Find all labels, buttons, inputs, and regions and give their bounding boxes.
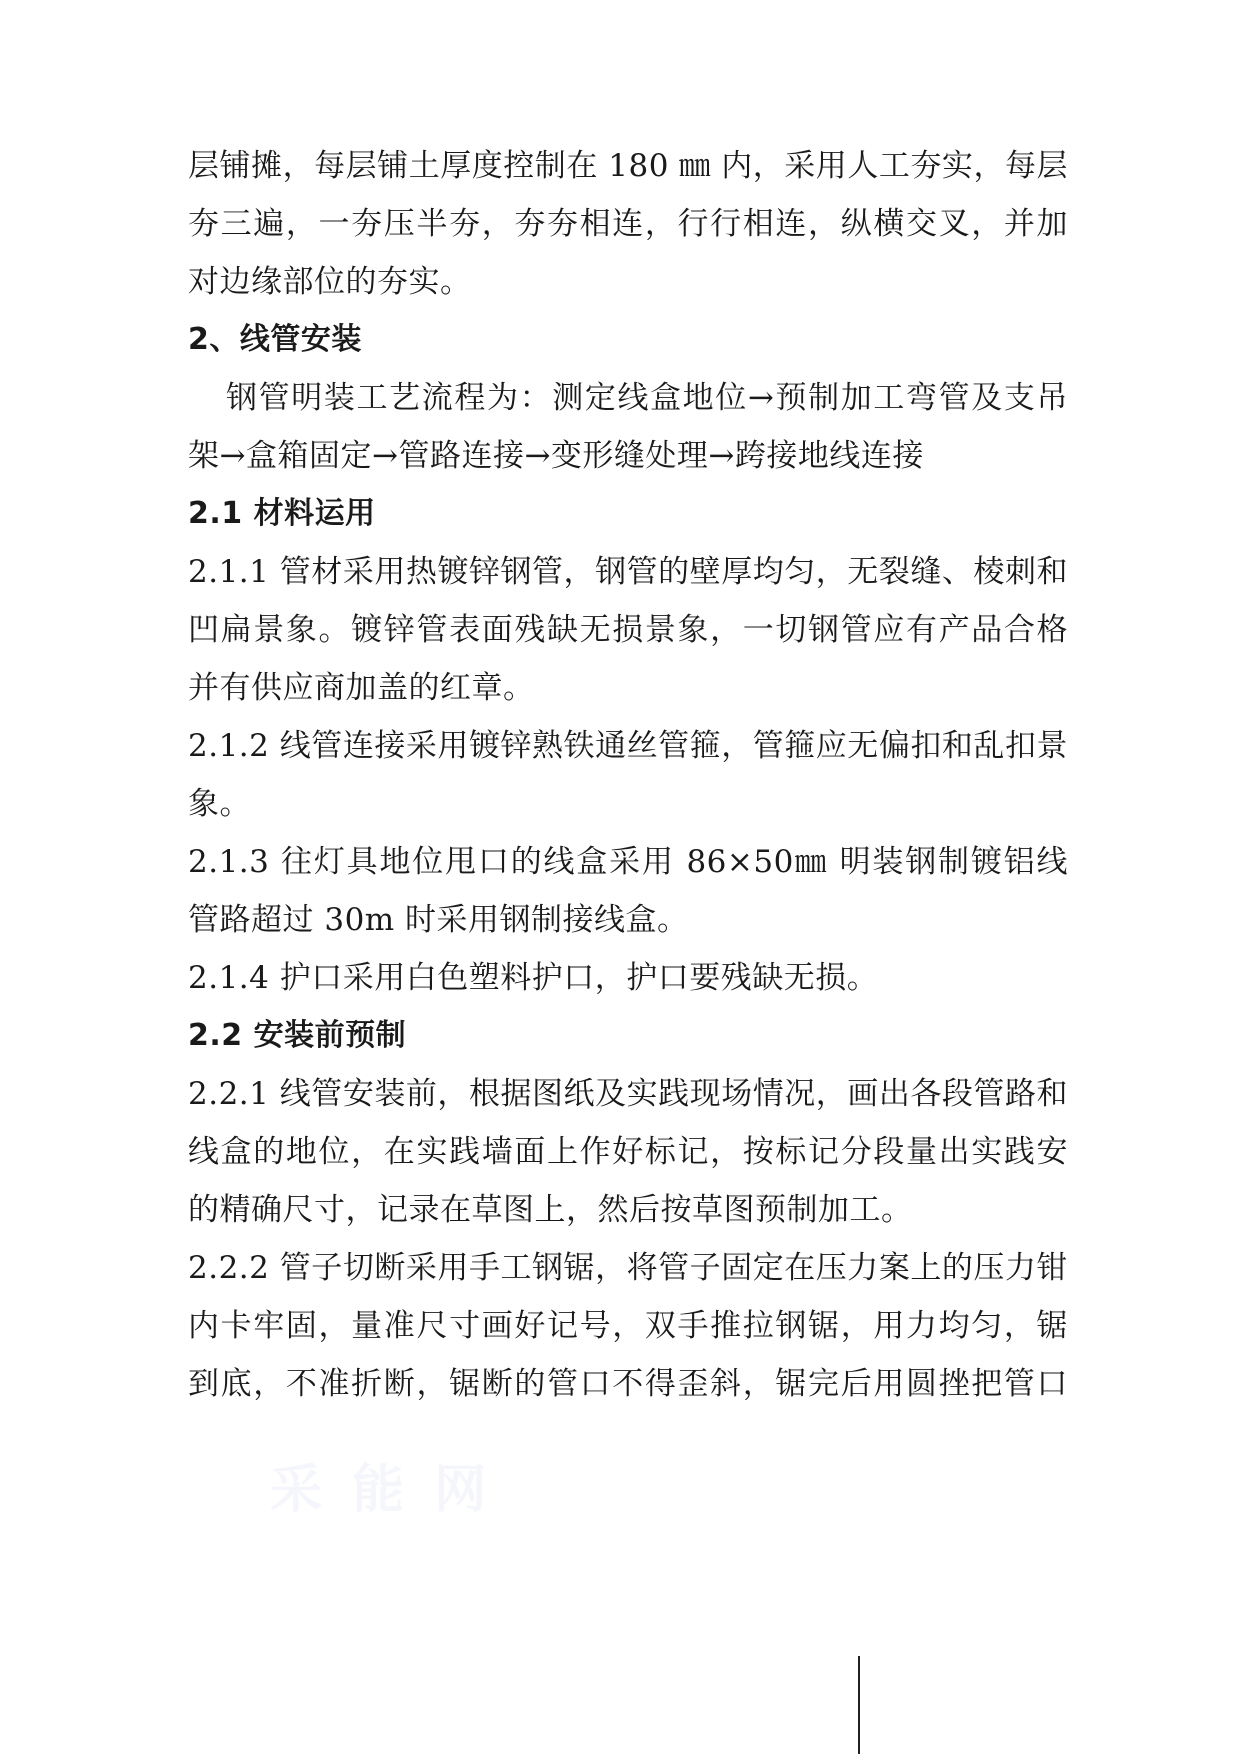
section-heading: 2、线管安装	[188, 322, 362, 357]
body-text-line: 层铺摊，每层铺土厚度控制在 180 ㎜ 内，采用人工夯实，每层	[188, 148, 1068, 184]
body-text-line: 对边缘部位的夯实。	[188, 264, 472, 300]
body-text-line: 内卡牢固，量准尺寸画好记号，双手推拉钢锯，用力均匀，锯	[188, 1308, 1068, 1344]
watermark: 采 能 网	[270, 1460, 493, 1520]
body-text-line: 钢管明装工艺流程为：测定线盒地位→预制加工弯管及支吊	[226, 380, 1068, 416]
body-text-line: 架→盒箱固定→管路连接→变形缝处理→跨接地线连接	[188, 438, 924, 474]
body-text-line: 2.1.4 护口采用白色塑料护口，护口要残缺无损。	[188, 960, 879, 996]
body-text-line: 象。	[188, 786, 251, 822]
body-text-line: 2.2.2 管子切断采用手工钢锯，将管子固定在压力案上的压力钳	[188, 1250, 1068, 1286]
body-text-line: 2.1.3 往灯具地位甩口的线盒采用 86×50㎜ 明装钢制镀铝线	[188, 844, 1068, 880]
body-text-line: 的精确尺寸，记录在草图上，然后按草图预制加工。	[188, 1192, 913, 1228]
footer-divider	[858, 1656, 860, 1754]
body-text-line: 夯三遍，一夯压半夯，夯夯相连，行行相连，纵横交叉，并加	[188, 206, 1068, 242]
body-text-line: 凹扁景象。镀锌管表面残缺无损景象，一切钢管应有产品合格	[188, 612, 1068, 648]
body-text-line: 2.1.1 管材采用热镀锌钢管，钢管的壁厚均匀，无裂缝、棱刺和	[188, 554, 1068, 590]
subsection-heading: 2.2 安装前预制	[188, 1018, 407, 1053]
body-text-line: 2.2.1 线管安装前，根据图纸及实践现场情况，画出各段管路和	[188, 1076, 1068, 1112]
body-text-line: 并有供应商加盖的红章。	[188, 670, 535, 706]
body-text-line: 线盒的地位，在实践墙面上作好标记，按标记分段量出实践安	[188, 1134, 1068, 1170]
body-text-line: 2.1.2 线管连接采用镀锌熟铁通丝管箍，管箍应无偏扣和乱扣景	[188, 728, 1068, 764]
body-text-line: 到底，不准折断，锯断的管口不得歪斜，锯完后用圆挫把管口	[188, 1366, 1068, 1402]
body-text-line: 管路超过 30m 时采用钢制接线盒。	[188, 902, 689, 938]
subsection-heading: 2.1 材料运用	[188, 496, 376, 531]
